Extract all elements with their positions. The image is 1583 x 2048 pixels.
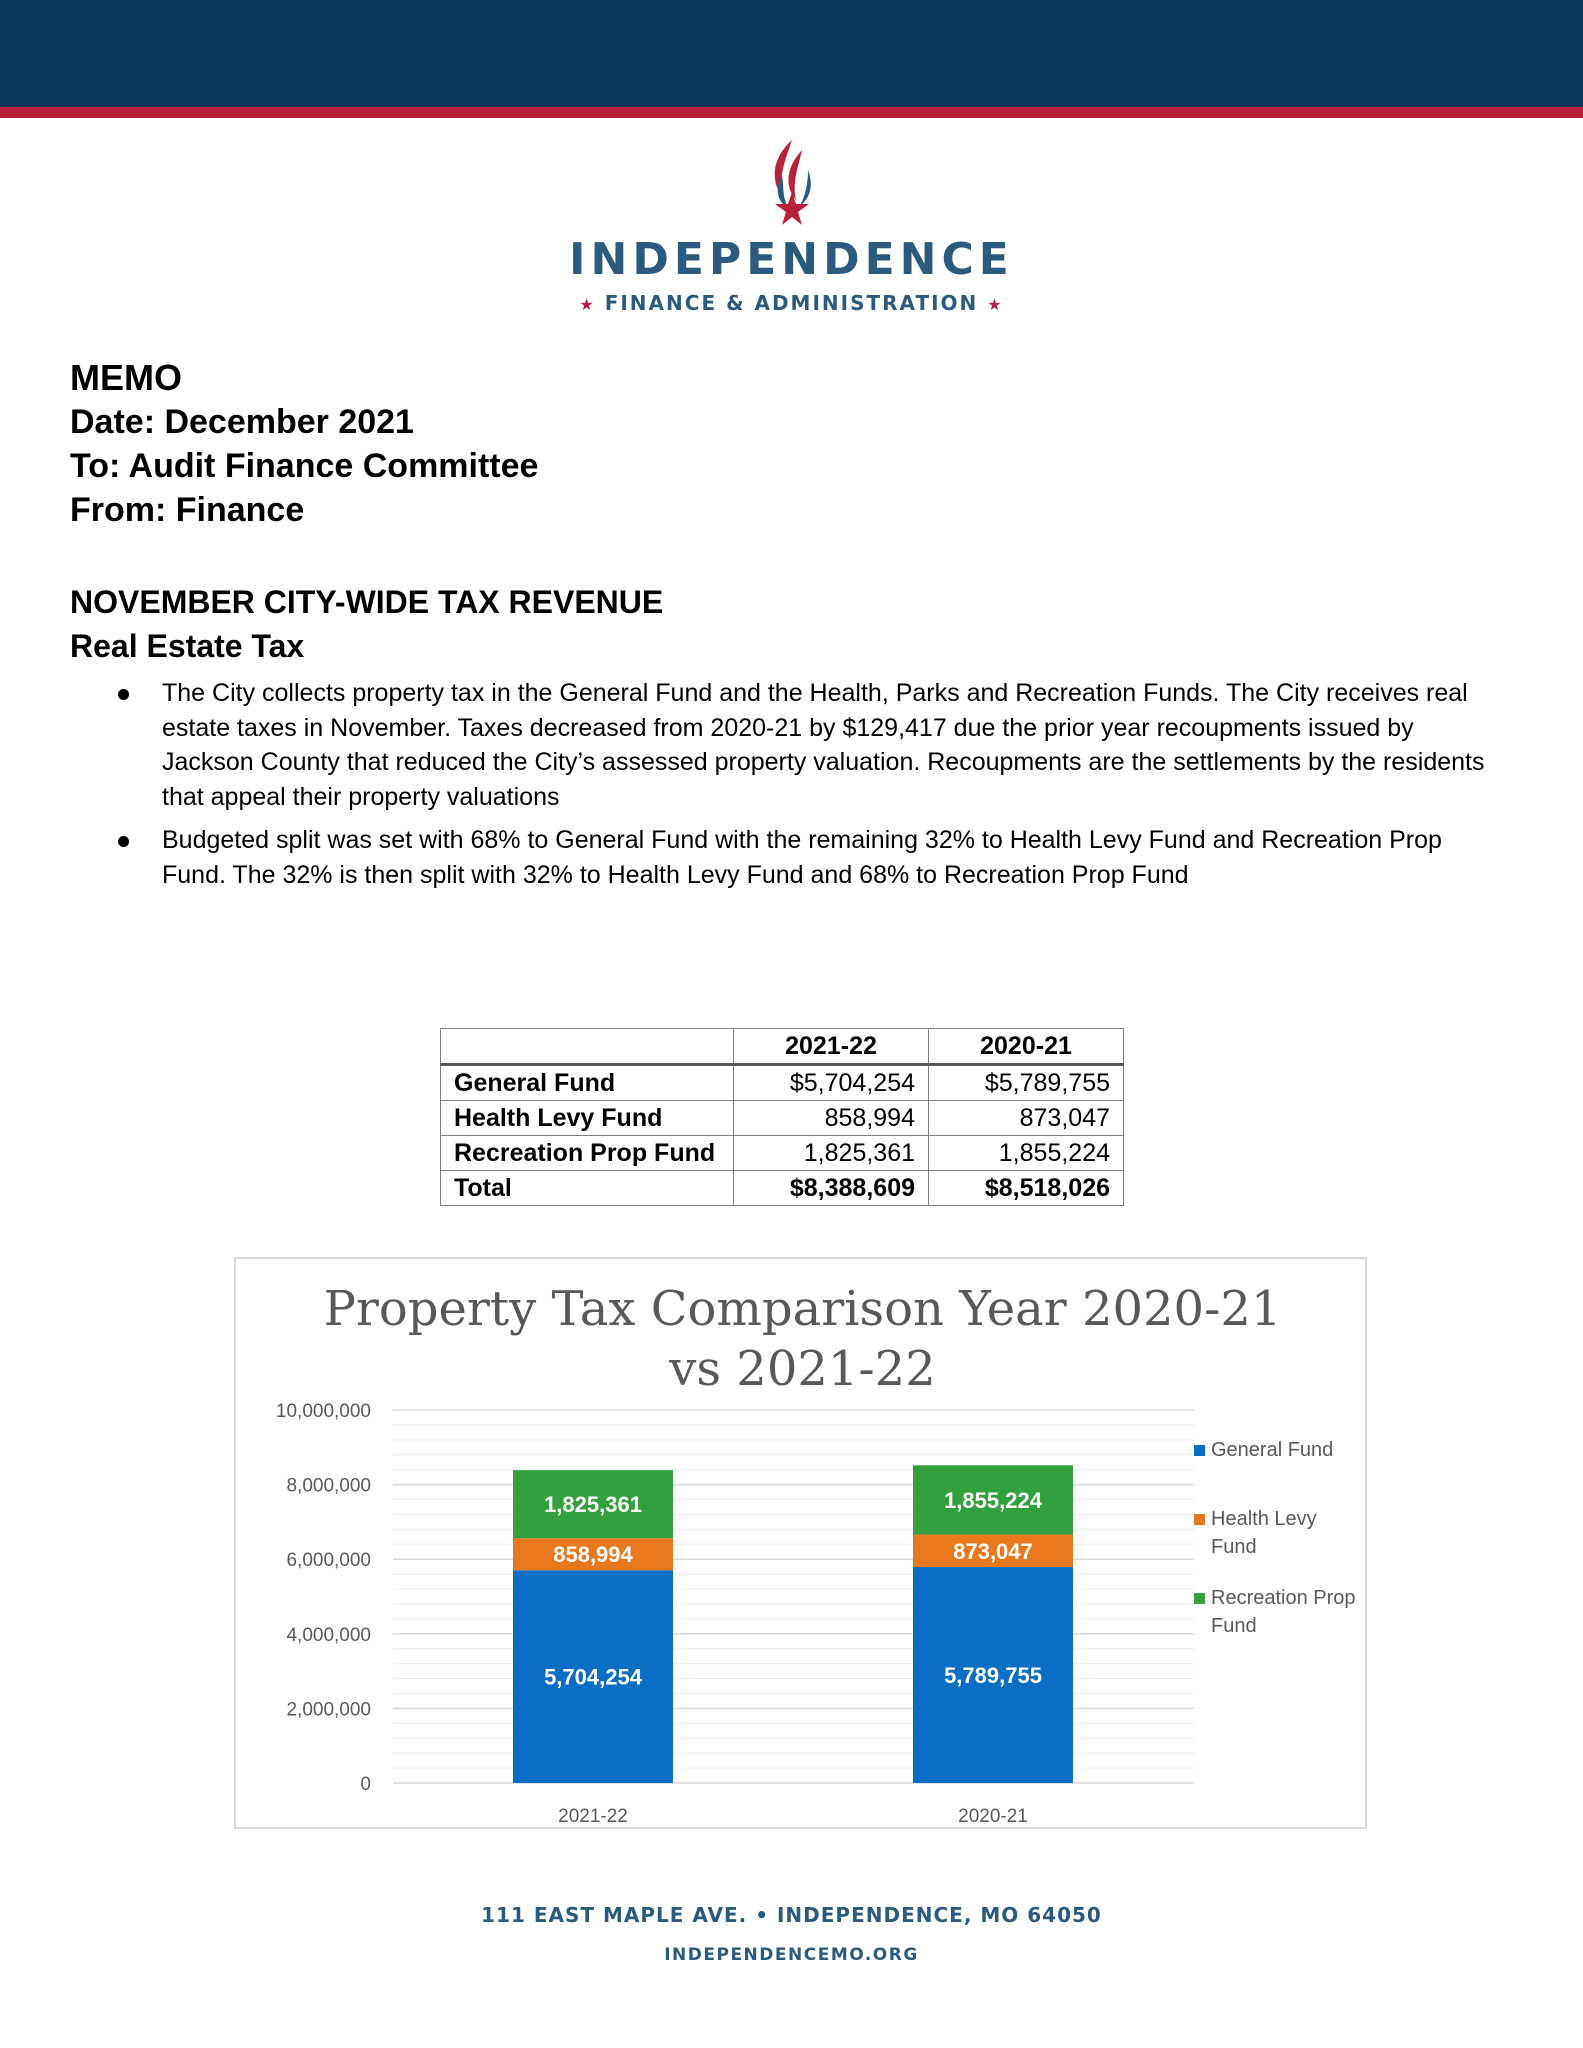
column-header: 2021-22	[734, 1029, 929, 1065]
row-label: Recreation Prop Fund	[441, 1136, 734, 1171]
bullet-text: The City collects property tax in the General Fund and the Health, Parks and Recreation Funds. The City receives real estate taxes in November. Taxes decreased from 2020-21 by $129,417 due the prior year recoupments issued by Jackson County that reduced the City’s assessed property valuation. Recoupments are the settlements by the residents that appeal their property valuations	[162, 679, 1485, 811]
data-label: 5,704,254	[544, 1664, 642, 1690]
bullet-icon	[118, 836, 129, 847]
y-tick-label: 4,000,000	[286, 1624, 371, 1646]
x-tick-label: 2020-21	[958, 1806, 1028, 1827]
bullet-icon	[118, 689, 129, 700]
brand-name: INDEPENDENCE	[569, 234, 1014, 285]
table-row	[441, 1101, 1124, 1136]
tax-revenue-table	[440, 1028, 1124, 1206]
header-banner	[0, 0, 1583, 107]
cell-value: $8,388,609	[734, 1171, 929, 1206]
cell-value: 858,994	[734, 1101, 929, 1136]
legend-label: Fund	[1211, 1536, 1257, 1558]
column-header: 2020-21	[929, 1029, 1124, 1065]
table-header-row	[441, 1029, 1124, 1065]
legend-swatch	[1194, 1514, 1205, 1525]
cell-value: $5,789,755	[929, 1065, 1124, 1101]
memo-header	[70, 356, 538, 532]
y-tick-label: 0	[360, 1774, 371, 1795]
data-label: 1,855,224	[944, 1487, 1042, 1513]
row-label: Total	[441, 1171, 734, 1206]
star-icon: ★	[987, 295, 1004, 314]
bullet-text: Budgeted split was set with 68% to General Fund with the remaining 32% to Health Levy Fund and Recreation Prop Fund. The 32% is then split with 32% to Health Levy Fund and 68% to Recreation Prop Fund	[162, 826, 1442, 889]
section-subheading: Real Estate Tax	[70, 628, 305, 664]
y-tick-label: 10,000,000	[275, 1401, 371, 1422]
footer-address: 111 EAST MAPLE AVE. • INDEPENDENCE, MO 64050	[481, 1903, 1102, 1927]
legend-label: General Fund	[1211, 1439, 1334, 1461]
table-row	[441, 1136, 1124, 1171]
footer-website: INDEPENDENCEMO.ORG	[664, 1945, 919, 1965]
table-total-row	[441, 1171, 1124, 1206]
header-accent-stripe	[0, 107, 1583, 118]
x-tick-label: 2021-22	[558, 1806, 628, 1827]
legend-swatch	[1194, 1593, 1205, 1604]
star-icon: ★	[579, 295, 596, 314]
data-label: 5,789,755	[944, 1663, 1042, 1689]
cell-value: 873,047	[929, 1101, 1124, 1136]
chart-title-line: Property Tax Comparison Year 2020-21	[323, 1281, 1282, 1337]
y-tick-label: 8,000,000	[286, 1475, 371, 1497]
data-label: 1,825,361	[544, 1492, 642, 1518]
cell-value: $8,518,026	[929, 1171, 1124, 1206]
data-label: 858,994	[553, 1542, 633, 1568]
legend-swatch	[1194, 1445, 1205, 1456]
flame-star-icon	[762, 136, 822, 232]
table-corner-cell	[441, 1029, 734, 1065]
row-label: General Fund	[441, 1065, 734, 1101]
memo-to: To: Audit Finance Committee	[70, 447, 539, 485]
chart-plot	[236, 1259, 1369, 1831]
section-heading: NOVEMBER CITY-WIDE TAX REVENUE	[70, 584, 664, 620]
property-tax-chart	[234, 1257, 1367, 1829]
brand-subtitle-text: FINANCE & ADMINISTRATION	[604, 291, 979, 315]
data-label: 873,047	[953, 1538, 1033, 1564]
y-tick-label: 2,000,000	[286, 1699, 371, 1721]
y-tick-label: 6,000,000	[286, 1550, 371, 1572]
cell-value: 1,825,361	[734, 1136, 929, 1171]
cell-value: $5,704,254	[734, 1065, 929, 1101]
table-row	[441, 1065, 1124, 1101]
bullet-list	[110, 676, 1490, 901]
brand-subtitle	[0, 291, 1583, 315]
section-header	[70, 580, 663, 668]
organization-logo	[0, 136, 1583, 315]
legend-label: Health Levy	[1211, 1508, 1317, 1530]
row-label: Health Levy Fund	[441, 1101, 734, 1136]
memo-title: MEMO	[70, 357, 182, 398]
legend-label: Fund	[1211, 1615, 1257, 1637]
chart-title-line: vs 2021-22	[669, 1341, 936, 1397]
memo-date: Date: December 2021	[70, 403, 414, 441]
memo-from: From: Finance	[70, 491, 305, 529]
list-item	[110, 823, 1490, 892]
cell-value: 1,855,224	[929, 1136, 1124, 1171]
legend-label: Recreation Prop	[1211, 1587, 1356, 1609]
list-item	[110, 676, 1490, 814]
